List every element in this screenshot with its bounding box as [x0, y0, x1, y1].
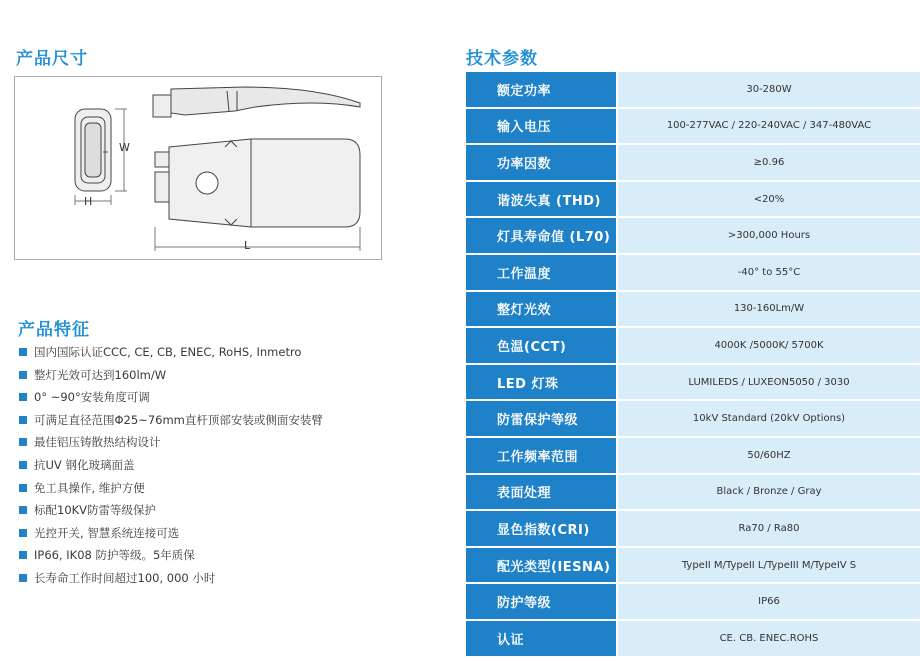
- square-bullet-icon: [19, 551, 27, 559]
- spec-value: 30-280W: [616, 72, 920, 109]
- spec-value: -40° to 55°C: [616, 255, 920, 292]
- spec-label: 色温(CCT): [466, 328, 616, 365]
- spec-row: [466, 218, 920, 255]
- spec-label: 功率因数: [466, 145, 616, 182]
- square-bullet-icon: [19, 416, 27, 424]
- square-bullet-icon: [19, 461, 27, 469]
- spec-row: [466, 255, 920, 292]
- feature-item: [18, 343, 323, 366]
- feature-item: [18, 411, 323, 434]
- spec-label: LED 灯珠: [466, 365, 616, 402]
- spec-label: 整灯光效: [466, 292, 616, 329]
- front-view-drawing: [75, 109, 127, 205]
- feature-text: 国内国际认证CCC, CE, CB, ENEC, RoHS, Inmetro: [34, 345, 302, 359]
- spec-value: IP66: [616, 584, 920, 621]
- feature-item: [18, 569, 323, 592]
- spec-value: ≥0.96: [616, 145, 920, 182]
- spec-value: CE. CB. ENEC.ROHS: [616, 621, 920, 658]
- spec-row: [466, 548, 920, 585]
- spec-label: 工作频率范围: [466, 438, 616, 475]
- spec-value: <20%: [616, 182, 920, 219]
- spec-value: >300,000 Hours: [616, 218, 920, 255]
- square-bullet-icon: [19, 393, 27, 401]
- spec-row: [466, 292, 920, 329]
- feature-list: [18, 343, 323, 592]
- square-bullet-icon: [19, 529, 27, 537]
- feature-text: 可满足直径范围Φ25~76mm直杆顶部安装或侧面安装臂: [34, 412, 323, 427]
- feature-text: IP66, IK08 防护等级。5年质保: [34, 548, 195, 563]
- top-view-drawing: [155, 139, 360, 251]
- square-bullet-icon: [19, 574, 27, 582]
- feature-item: [18, 501, 323, 524]
- feature-text: 最佳铝压铸散热结构设计: [34, 435, 161, 450]
- spec-label: 谐波失真 (THD): [466, 182, 616, 219]
- spec-label: 输入电压: [466, 109, 616, 146]
- spec-row: [466, 438, 920, 475]
- feature-text: 整灯光效可达到160lm/W: [34, 367, 167, 382]
- spec-row: [466, 584, 920, 621]
- spec-value: LUMILEDS / LUXEON5050 / 3030: [616, 365, 920, 402]
- spec-row: [466, 401, 920, 438]
- feature-item: [18, 388, 323, 411]
- spec-value: 4000K /5000K/ 5700K: [616, 328, 920, 365]
- square-bullet-icon: [19, 348, 27, 356]
- spec-row: [466, 511, 920, 548]
- dimension-drawing: [14, 76, 382, 260]
- spec-label: 防雷保护等级: [466, 401, 616, 438]
- spec-value: 50/60HZ: [616, 438, 920, 475]
- spec-value: Black / Bronze / Gray: [616, 475, 920, 512]
- features-heading: 产品特征: [18, 320, 90, 340]
- spec-value: TypeII M/TypeII L/TypeIII M/TypeIV S: [616, 548, 920, 585]
- w-dimension-label: W: [119, 141, 130, 154]
- spec-row: [466, 182, 920, 219]
- spec-row: [466, 72, 920, 109]
- spec-label: 额定功率: [466, 72, 616, 109]
- square-bullet-icon: [19, 371, 27, 379]
- feature-text: 免工具操作, 维护方便: [34, 480, 145, 495]
- l-dimension-label: L: [244, 239, 251, 252]
- feature-item: [18, 524, 323, 547]
- square-bullet-icon: [19, 484, 27, 492]
- spec-label: 灯具寿命值 (L70): [466, 218, 616, 255]
- spec-label: 显色指数(CRI): [466, 511, 616, 548]
- feature-text: 光控开关, 智慧系统连接可选: [34, 525, 180, 540]
- spec-table: [466, 72, 920, 658]
- side-view-drawing: [153, 87, 360, 117]
- spec-value: 130-160Lm/W: [616, 292, 920, 329]
- specs-heading: 技术参数: [466, 49, 538, 69]
- spec-label: 配光类型(IESNA): [466, 548, 616, 585]
- feature-text: 0° ~90°安装角度可调: [34, 390, 150, 405]
- spec-row: [466, 621, 920, 658]
- spec-value: 100-277VAC / 220-240VAC / 347-480VAC: [616, 109, 920, 146]
- feature-item: [18, 366, 323, 389]
- feature-item: [18, 546, 323, 569]
- h-dimension-label: H: [84, 195, 93, 208]
- feature-item: [18, 433, 323, 456]
- feature-item: [18, 456, 323, 479]
- feature-text: 标配10KV防雷等级保护: [34, 503, 157, 518]
- spec-label: 认证: [466, 621, 616, 658]
- spec-row: [466, 328, 920, 365]
- spec-value: Ra70 / Ra80: [616, 511, 920, 548]
- spec-value: 10kV Standard (20kV Options): [616, 401, 920, 438]
- feature-text: 长寿命工作时间超过100, 000 小时: [34, 570, 216, 585]
- spec-row: [466, 365, 920, 402]
- square-bullet-icon: [19, 506, 27, 514]
- spec-label: 工作温度: [466, 255, 616, 292]
- spec-row: [466, 109, 920, 146]
- spec-label: 防护等级: [466, 584, 616, 621]
- dimensions-heading: 产品尺寸: [16, 49, 88, 69]
- square-bullet-icon: [19, 438, 27, 446]
- spec-row: [466, 145, 920, 182]
- feature-text: 抗UV 钢化玻璃面盖: [34, 457, 135, 472]
- feature-item: [18, 479, 323, 502]
- spec-row: [466, 475, 920, 512]
- spec-label: 表面处理: [466, 475, 616, 512]
